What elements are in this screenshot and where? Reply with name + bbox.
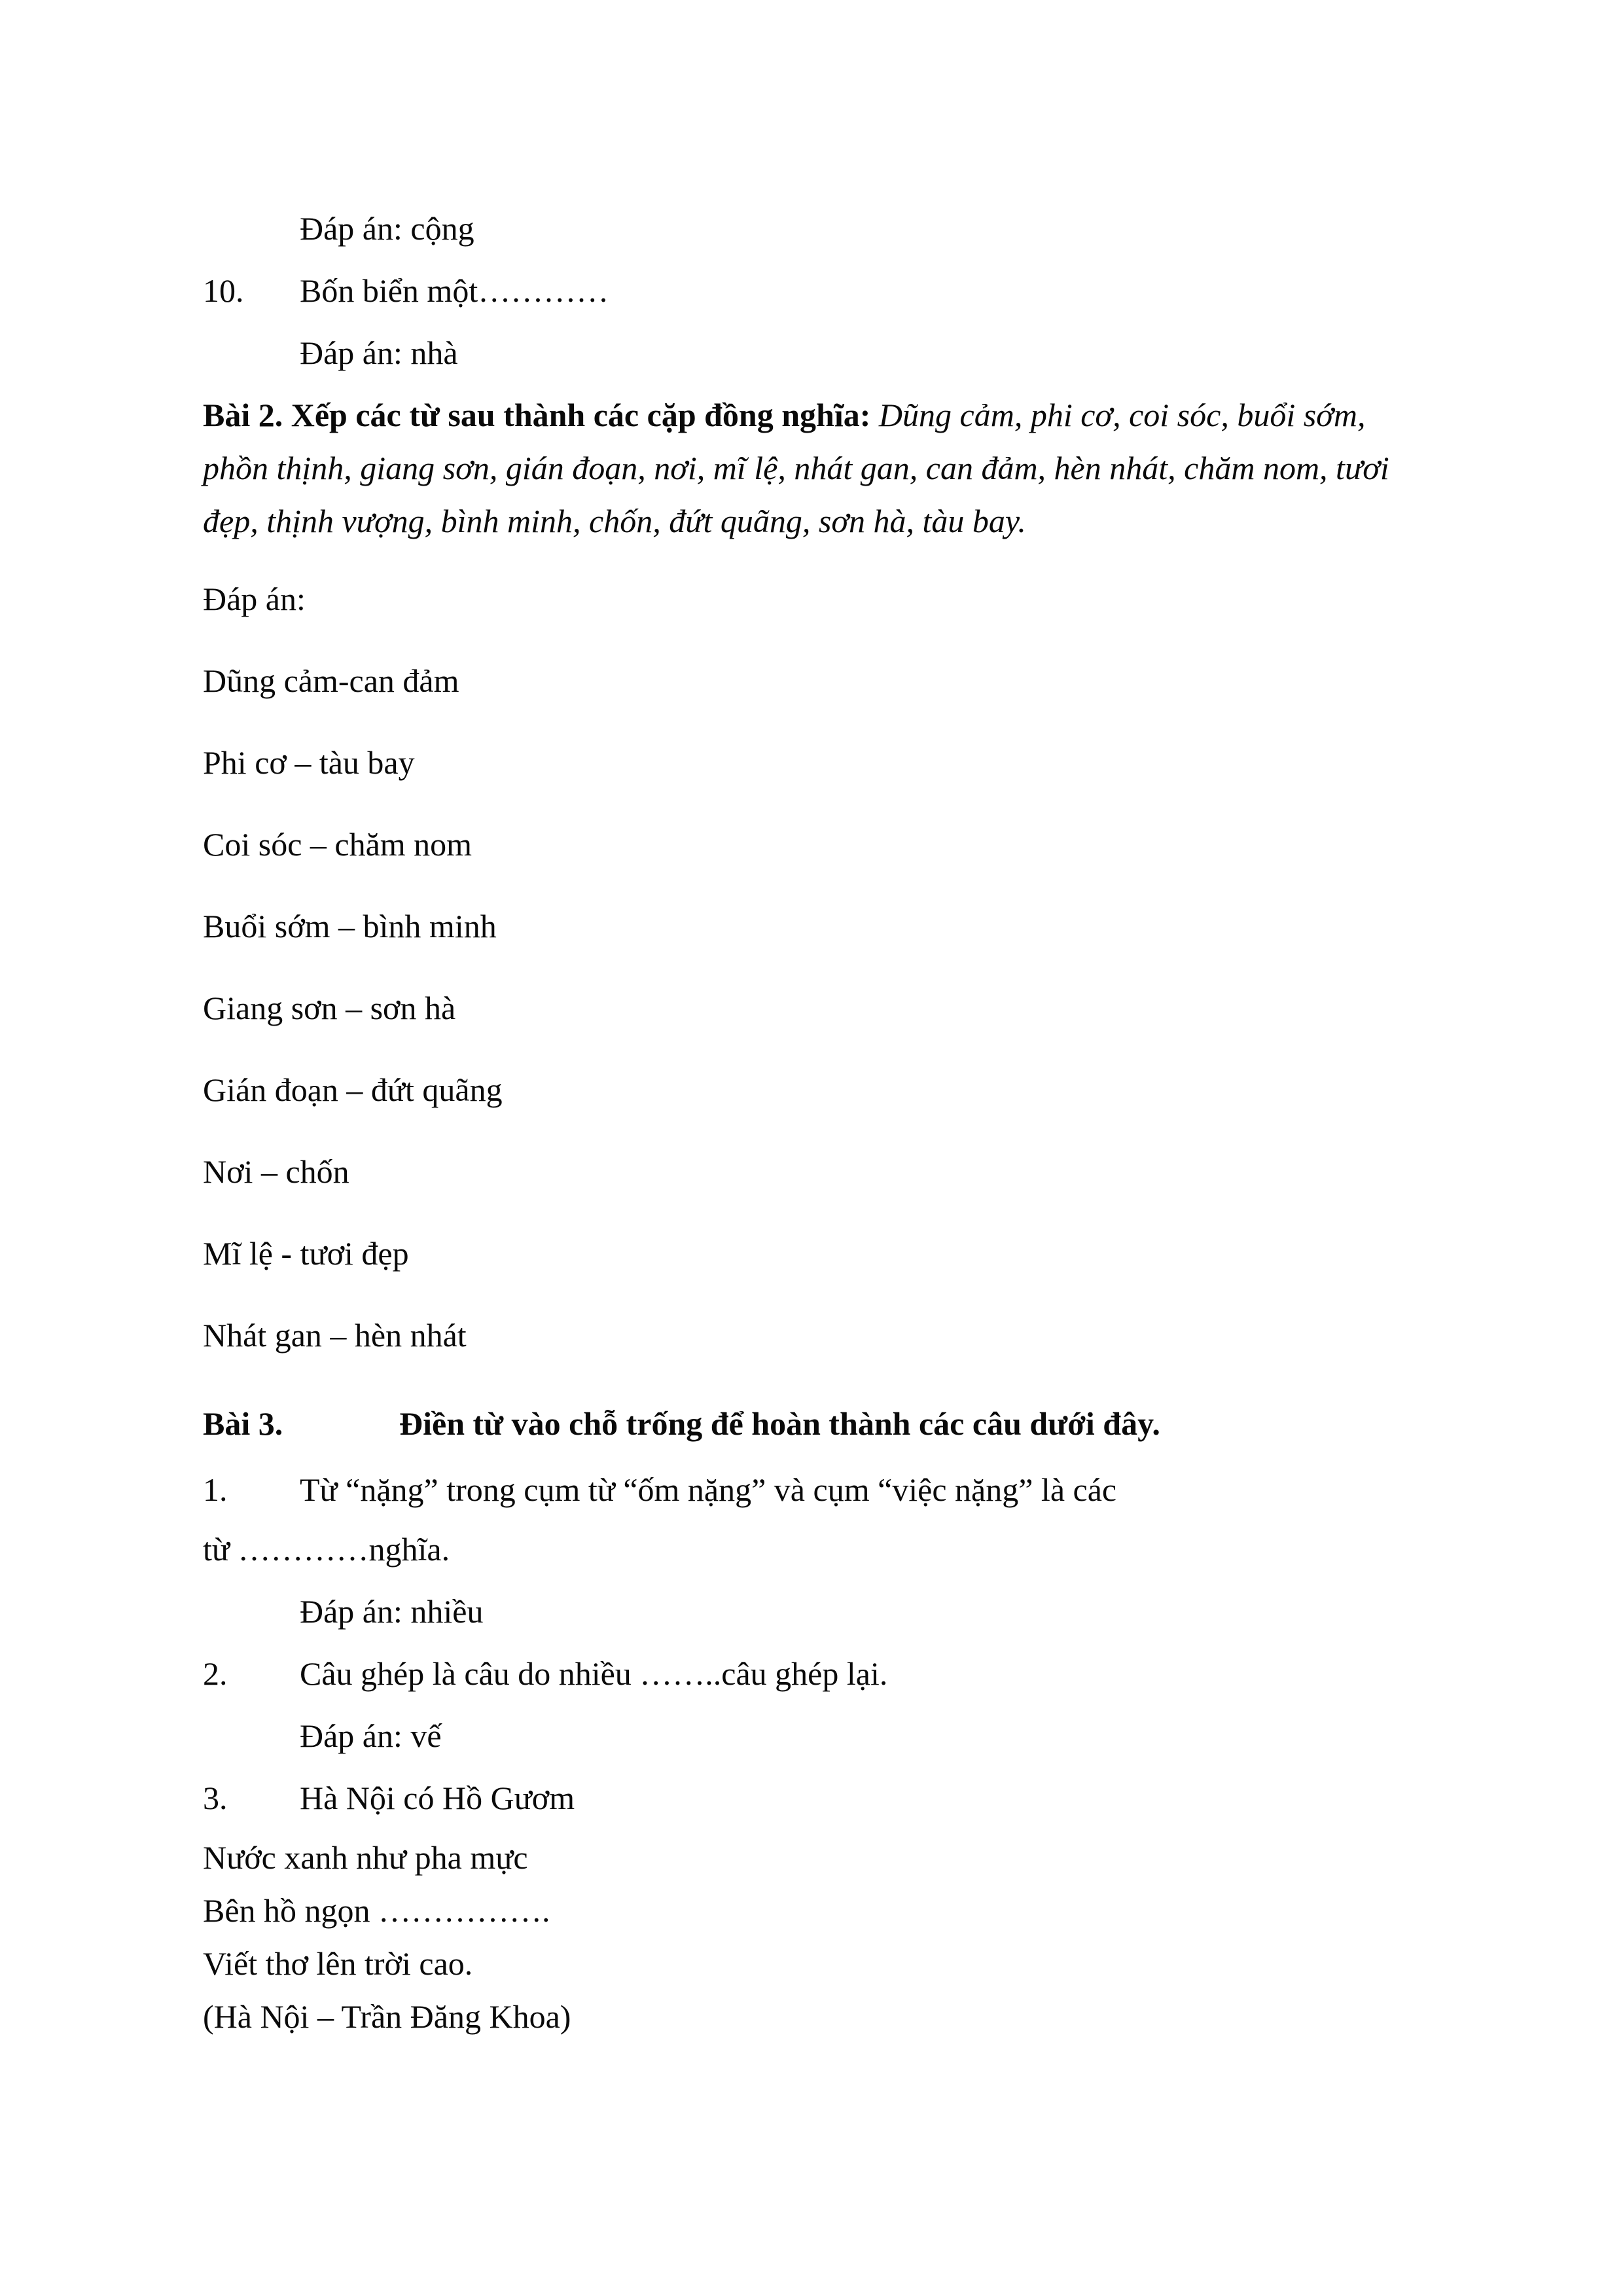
text-content: Buổi sớm – bình minh [203,908,497,944]
text-content: Đáp án: vế [300,1717,442,1754]
text-run: Bài 2. [203,397,291,433]
text-content: Gián đoạn – đứt quãng [203,1071,503,1108]
synonym-pair [203,655,1427,708]
exercise-item [203,1463,1427,1516]
synonym-pair [203,736,1427,789]
text-content: Nhát gan – hèn nhát [203,1317,467,1354]
text-content: Hà Nội có Hồ Gươm [300,1780,575,1816]
text-content: từ …………nghĩa. [203,1531,450,1568]
text-content: Coi sóc – chăm nom [203,826,473,863]
text-content: Bên hồ ngọn ……………. [203,1892,550,1929]
text-content: Bốn biển một………… [300,272,609,309]
exercise-item [203,1772,1427,1825]
item-number: 2. [203,1655,228,1692]
text-content: (Hà Nội – Trần Đăng Khoa) [203,1998,571,2035]
synonym-pair [203,1309,1427,1362]
text-content: Mĩ lệ - tươi đẹp [203,1235,409,1272]
exercise-3-heading [203,1397,1427,1450]
text-content: Nước xanh như pha mực [203,1839,528,1876]
text-content: Phi cơ – tàu bay [203,744,415,781]
item-number: 1. [203,1471,228,1508]
poem-line [203,1937,1427,1990]
text-content: Điền từ vào chỗ trống để hoàn thành các câu dưới đây. [399,1405,1160,1442]
text-content: Dũng cảm-can đảm [203,662,459,699]
poem-line [203,1884,1427,1937]
synonym-pair [203,818,1427,871]
synonym-pair [203,1145,1427,1198]
text-content: Đáp án: [203,581,306,617]
synonym-pair [203,982,1427,1035]
item-number: 10. [203,272,244,309]
text-content: Giang sơn – sơn hà [203,990,456,1026]
text-content: Đáp án: cộng [300,210,474,247]
item-number: 3. [203,1780,228,1816]
text-content: Nơi – chốn [203,1153,349,1190]
document-body [203,202,1427,2043]
poem-line [203,1831,1427,1884]
item-number: Bài 3. [203,1405,283,1442]
synonym-pair [203,1227,1427,1280]
text-content: Câu ghép là câu do nhiều ……..câu ghép lại. [300,1655,888,1692]
answer-line [203,1585,1427,1638]
exercise-item [203,264,1427,317]
text-runs [203,397,1389,539]
answer-line [203,327,1427,380]
answer-line [203,202,1427,255]
continuation-line [203,1523,1427,1576]
text-content: Đáp án: nhiều [300,1593,484,1630]
answer-line [203,1710,1427,1763]
text-run: Xếp các từ sau thành các cặp đồng nghĩa: [291,397,879,433]
answer-label [203,573,1427,626]
exercise-2-heading [203,389,1427,548]
poem-attribution [203,1990,1427,2043]
text-content: Đáp án: nhà [300,334,458,371]
synonym-pair [203,900,1427,953]
synonym-pair [203,1064,1427,1117]
text-content: Từ “nặng” trong cụm từ “ốm nặng” và cụm “việc nặng” là các [300,1471,1117,1508]
text-run: Dũng cảm, phi cơ, coi sóc, buổi sớm, phồn thịnh, giang sơn, gián đoạn, nơi, mĩ lệ, nhát gan, can đảm, hèn nhát, chăm nom, tươi đẹp, thịnh vượng, bình minh, chốn, đứt quãng, sơn hà, tàu bay. [203,397,1389,539]
exercise-item [203,1647,1427,1700]
text-content: Viết thơ lên trời cao. [203,1945,473,1982]
